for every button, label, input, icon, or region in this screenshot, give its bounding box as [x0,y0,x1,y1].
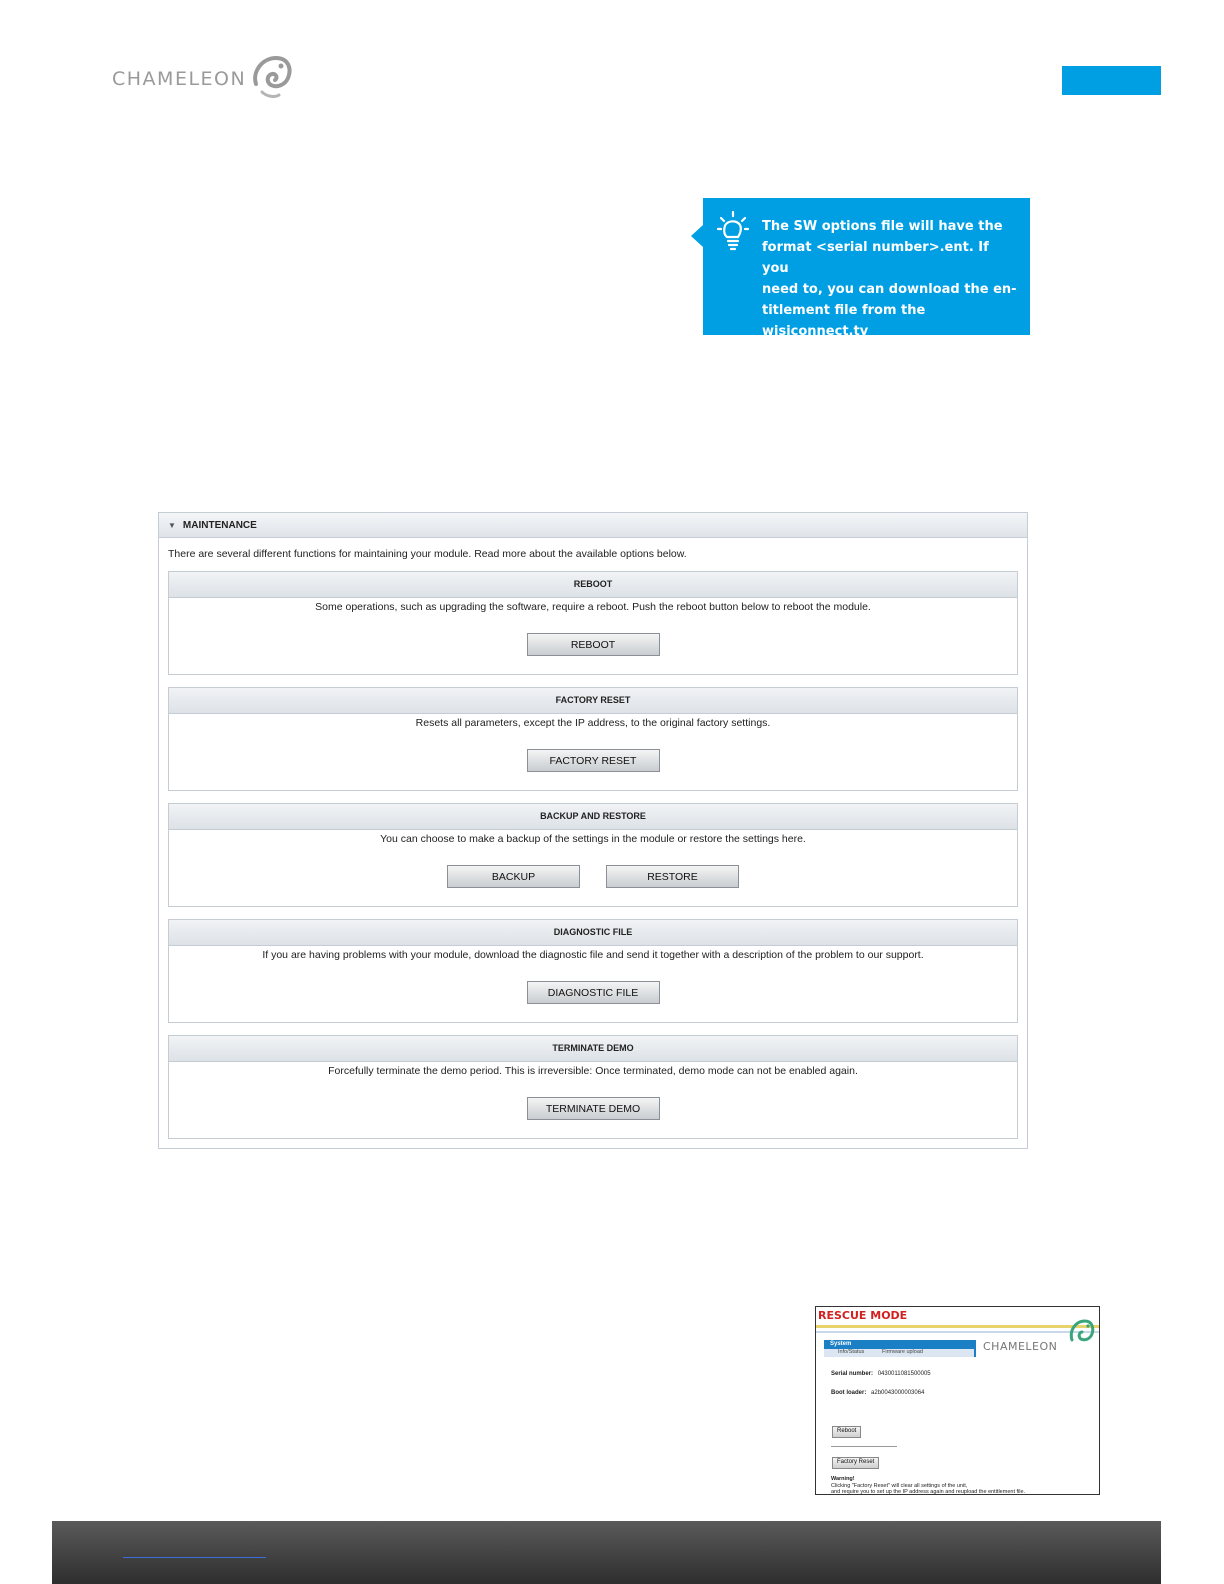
rescue-tab-info[interactable]: Info/Status [838,1349,865,1355]
terminate-demo-button[interactable]: TERMINATE DEMO [527,1097,660,1120]
chameleon-logo-icon [1067,1318,1095,1352]
tip-line: titlement file from the wisiconnect.tv [762,303,926,339]
maintenance-intro: There are several different functions for maintaining your module. Read more about the available options below. [168,548,687,560]
factory-reset-button[interactable]: FACTORY RESET [527,749,660,772]
rescue-logo-text: CHAMELEON [983,1340,1058,1353]
reboot-section-title: REBOOT [169,572,1017,598]
tip-callout [703,198,1030,360]
backup-restore-section-title: BACKUP AND RESTORE [169,804,1017,830]
rescue-reboot-button[interactable]: Reboot [832,1426,861,1438]
rescue-tab-firmware[interactable]: Firmware upload [882,1349,923,1355]
collapse-arrow-icon[interactable]: ▼ [168,520,176,530]
rescue-bootloader-value: a2b0043000003064 [871,1390,925,1396]
chameleon-logo [112,54,290,100]
rescue-warning [831,1476,1096,1495]
rescue-bootloader-label: Boot loader: [831,1390,867,1396]
tip-line: format <serial number>.ent. If you [762,240,989,276]
rescue-subnav [824,1349,974,1357]
rescue-title: RESCUE MODE [818,1309,908,1322]
factory-reset-section [168,687,1018,791]
reboot-section [168,571,1018,675]
rescue-bootloader-row [831,1390,924,1396]
rescue-warning-line: Clicking "Factory Reset" will clear all settings of the unit, [831,1482,968,1489]
rescue-stripe [816,1325,1100,1328]
terminate-demo-section [168,1035,1018,1139]
maintenance-header[interactable] [159,513,1027,538]
footer-bar [52,1521,1161,1584]
terminate-demo-section-title: TERMINATE DEMO [169,1036,1017,1062]
rescue-stripe [816,1331,1100,1333]
footer-link-underline[interactable] [123,1557,266,1558]
diagnostic-file-button[interactable]: DIAGNOSTIC FILE [527,981,660,1004]
rescue-factory-reset-button[interactable]: Factory Reset [832,1457,879,1469]
rescue-mode-screenshot [815,1306,1100,1495]
rescue-serial-label: Serial number: [831,1371,874,1377]
rescue-serial-row [831,1371,931,1377]
reboot-description: Some operations, such as upgrading the software, require a reboot. Push the reboot button below to reboot the module. [315,601,871,613]
backup-restore-description: You can choose to make a backup of the settings in the module or restore the settings here. [380,833,806,845]
tip-line: portal, see §4. [762,345,866,360]
backup-restore-section [168,803,1018,907]
lightbulb-icon [717,210,749,252]
rescue-nav-system[interactable]: System [830,1341,852,1347]
tip-text [762,216,1018,363]
rescue-serial-value: 0430011081500005 [877,1371,931,1377]
diagnostic-section-title: DIAGNOSTIC FILE [169,920,1017,946]
logo-text: CHAMELEON [112,68,247,90]
maintenance-title: MAINTENANCE [182,519,257,531]
reboot-button[interactable]: REBOOT [527,633,660,656]
restore-button[interactable]: RESTORE [606,865,739,888]
tip-line: The SW options file will have the [762,219,1003,234]
rescue-warning-title: Warning! [831,1476,855,1482]
maintenance-panel [158,512,1028,1149]
chameleon-logo-icon [248,54,294,100]
tip-line: need to, you can download the en- [762,282,1017,297]
header-accent-tab [1062,66,1161,95]
factory-reset-description: Resets all parameters, except the IP address, to the original factory settings. [415,717,771,729]
diagnostic-section [168,919,1018,1023]
rescue-warning-line: and require you to set up the IP address again and reupload the entitlement file. [831,1489,1026,1495]
diagnostic-description: If you are having problems with your module, download the diagnostic file and send it together with a description of the problem to our support. [262,949,924,961]
backup-button[interactable]: BACKUP [447,865,580,888]
factory-reset-section-title: FACTORY RESET [169,688,1017,714]
terminate-demo-description: Forcefully terminate the demo period. This is irreversible: Once terminated, demo mode can not be enabled again. [328,1065,858,1077]
rescue-divider [831,1446,897,1447]
